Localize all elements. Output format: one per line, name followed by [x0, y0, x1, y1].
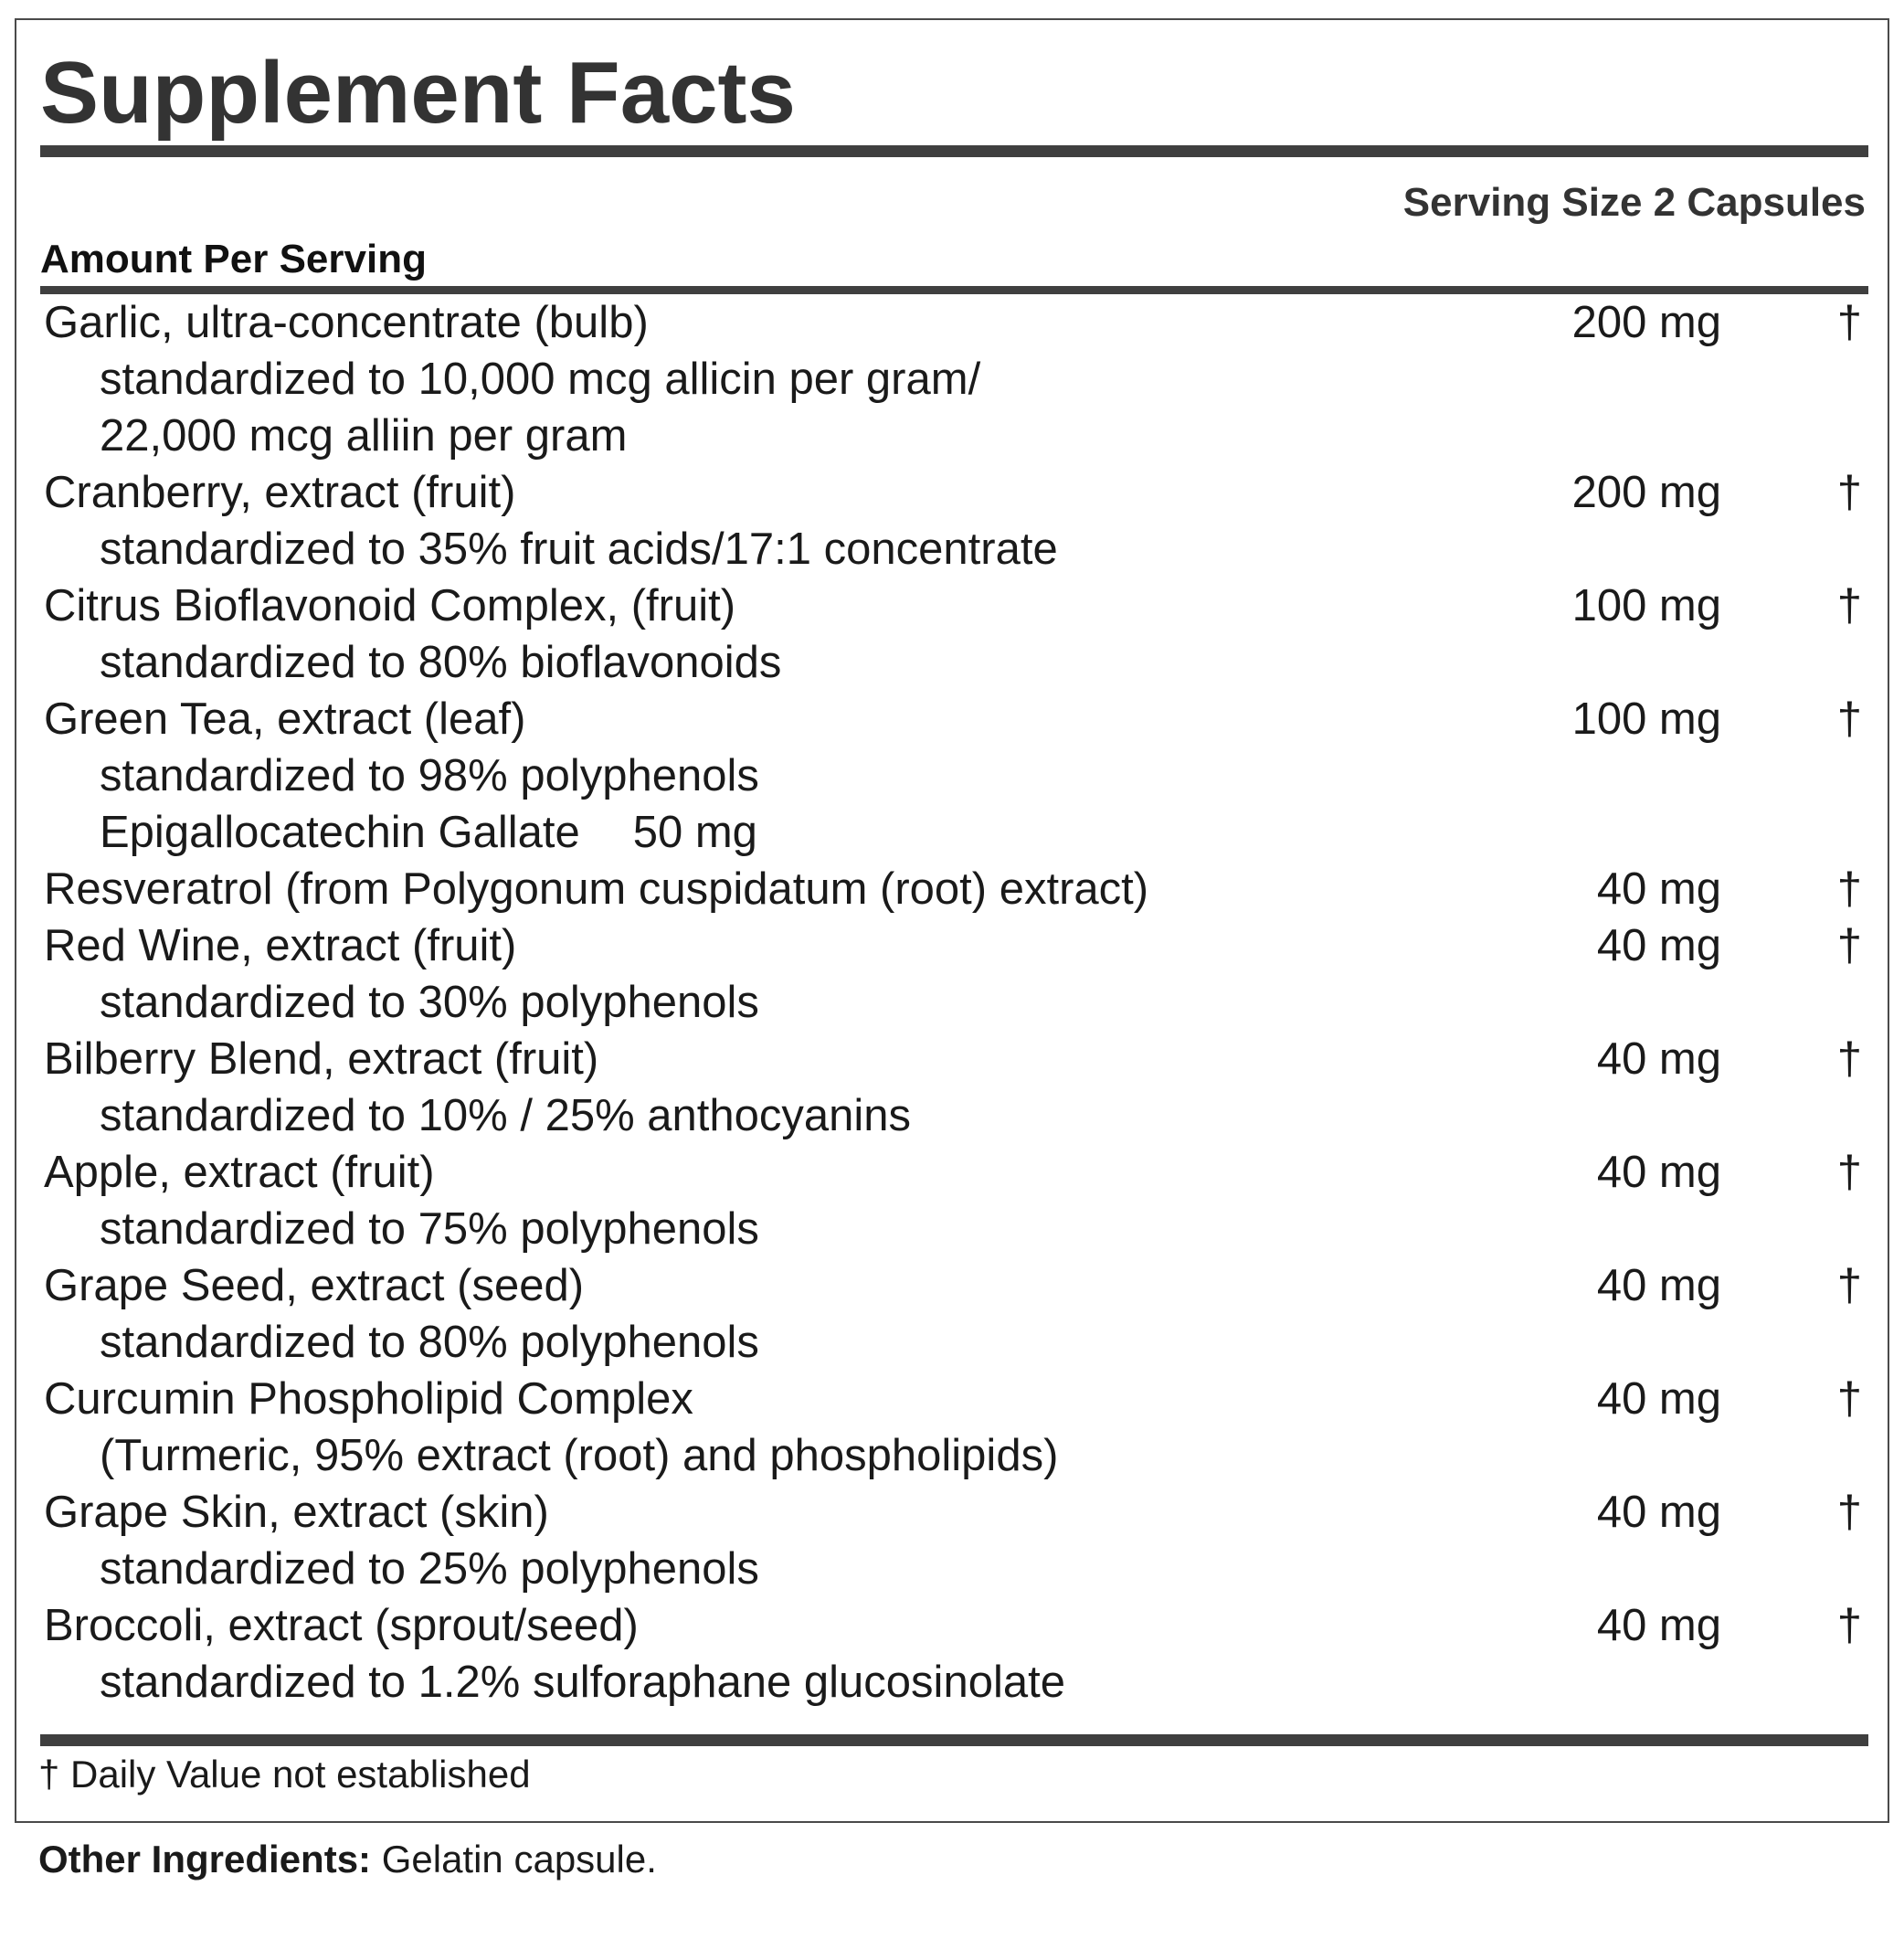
ingredient-detail: [100, 1201, 759, 1257]
ingredient-detail-text: standardized to 10% / 25% anthocyanins: [100, 1091, 912, 1140]
ingredient-amount: 40 mg: [1596, 1261, 1721, 1310]
ingredient-detail: [100, 408, 627, 464]
ingredient-main-line: [16, 691, 1888, 747]
ingredient-detail: [100, 1087, 911, 1144]
ingredient-name: Green Tea, extract (leaf): [44, 694, 526, 744]
ingredient-name: Curcumin Phospholipid Complex: [44, 1374, 693, 1424]
ingredient-amount: 40 mg: [1596, 1488, 1721, 1537]
ingredient-amount: 40 mg: [1596, 1374, 1721, 1424]
other-ingredients-label: Other Ingredients:: [38, 1838, 372, 1881]
ingredient-row: [16, 577, 1888, 691]
ingredient-main-line: [16, 1031, 1888, 1087]
header-divider: [40, 286, 1868, 294]
ingredient-row: [16, 1484, 1888, 1597]
ingredient-detail-text: standardized to 80% bioflavonoids: [100, 638, 782, 687]
supplement-facts-panel: [15, 18, 1889, 1823]
ingredient-detail-line: [16, 974, 1888, 1031]
ingredient-name: Red Wine, extract (fruit): [44, 921, 517, 970]
ingredient-detail: [100, 1541, 759, 1597]
ingredient-row: [16, 1031, 1888, 1144]
ingredient-amount: 200 mg: [1571, 298, 1721, 347]
other-ingredients: [38, 1835, 657, 1884]
ingredient-list: [16, 294, 1888, 1711]
daily-value-footnote: † Daily Value not established: [38, 1753, 531, 1796]
ingredient-name: Resveratrol (from Polygonum cuspidatum (root) extract): [44, 864, 1149, 914]
ingredient-detail-text: standardized to 35% fruit acids/17:1 concentrate: [100, 524, 1058, 574]
ingredient-detail-text: standardized to 80% polyphenols: [100, 1318, 759, 1367]
dagger-mark: †: [1836, 864, 1862, 914]
ingredient-row: [16, 691, 1888, 861]
ingredient-detail: [100, 634, 781, 691]
ingredient-name: Grape Seed, extract (seed): [44, 1261, 585, 1310]
ingredient-detail-text: standardized to 98% polyphenols: [100, 751, 759, 800]
dagger-mark: †: [1836, 1148, 1862, 1197]
panel-title: Supplement Facts: [40, 44, 796, 142]
ingredient-amount: 40 mg: [1596, 1601, 1721, 1650]
ingredient-detail: [100, 1314, 759, 1371]
ingredient-amount: 40 mg: [1596, 1034, 1721, 1084]
ingredient-detail: [100, 747, 759, 804]
ingredient-main-line: [16, 1597, 1888, 1654]
ingredient-detail-line: [16, 408, 1888, 464]
ingredient-detail-line: [16, 1654, 1888, 1711]
ingredient-row: [16, 861, 1888, 917]
ingredient-detail-text: standardized to 1.2% sulforaphane glucosinolate: [100, 1658, 1065, 1707]
ingredient-main-line: [16, 917, 1888, 974]
title-divider: [40, 145, 1868, 157]
ingredient-row: [16, 464, 1888, 577]
ingredient-row: [16, 1371, 1888, 1484]
ingredient-detail-line: [16, 1541, 1888, 1597]
ingredient-name: Apple, extract (fruit): [44, 1148, 435, 1197]
ingredient-amount: 100 mg: [1571, 694, 1721, 744]
ingredient-detail-line: [16, 747, 1888, 804]
ingredient-name: Citrus Bioflavonoid Complex, (fruit): [44, 581, 736, 630]
ingredient-main-line: [16, 861, 1888, 917]
serving-size: Serving Size 2 Capsules: [1402, 180, 1866, 225]
ingredient-detail-line: [16, 521, 1888, 577]
ingredient-detail: [100, 974, 759, 1031]
ingredient-detail-line: [16, 634, 1888, 691]
ingredient-row: [16, 917, 1888, 1031]
ingredient-main-line: [16, 464, 1888, 521]
dagger-mark: †: [1836, 468, 1862, 517]
ingredient-detail: [100, 804, 757, 861]
ingredient-detail-text: standardized to 30% polyphenols: [100, 978, 759, 1027]
ingredient-row: [16, 1257, 1888, 1371]
ingredient-name: Broccoli, extract (sprout/seed): [44, 1601, 639, 1650]
ingredient-main-line: [16, 294, 1888, 351]
ingredient-row: [16, 1144, 1888, 1257]
ingredient-detail-text: standardized to 25% polyphenols: [100, 1544, 759, 1594]
ingredient-main-line: [16, 1257, 1888, 1314]
ingredient-main-line: [16, 1144, 1888, 1201]
ingredient-amount: 40 mg: [1596, 1148, 1721, 1197]
ingredient-detail-line: [16, 1427, 1888, 1484]
ingredient-row: [16, 294, 1888, 464]
ingredient-detail: [100, 521, 1058, 577]
ingredient-detail-text: Epigallocatechin Gallate: [100, 808, 580, 857]
ingredient-detail-line: [16, 1314, 1888, 1371]
dagger-mark: †: [1836, 1488, 1862, 1537]
dagger-mark: †: [1836, 581, 1862, 630]
ingredient-detail: [100, 1427, 1058, 1484]
ingredient-detail-text: standardized to 10,000 mcg allicin per gram/: [100, 355, 981, 404]
ingredient-name: Garlic, ultra-concentrate (bulb): [44, 298, 649, 347]
ingredient-amount: 200 mg: [1571, 468, 1721, 517]
ingredient-row: [16, 1597, 1888, 1711]
ingredient-detail-text: 22,000 mcg alliin per gram: [100, 411, 628, 461]
ingredient-detail-text: (Turmeric, 95% extract (root) and phospholipids): [100, 1431, 1059, 1480]
amount-per-serving-header: Amount Per Serving: [40, 237, 427, 281]
dagger-mark: †: [1836, 298, 1862, 347]
dagger-mark: †: [1836, 694, 1862, 744]
ingredient-main-line: [16, 1484, 1888, 1541]
dagger-mark: †: [1836, 1374, 1862, 1424]
dagger-mark: †: [1836, 1034, 1862, 1084]
ingredient-detail-line: [16, 1087, 1888, 1144]
ingredient-detail-line: [16, 1201, 1888, 1257]
ingredient-amount: 40 mg: [1596, 921, 1721, 970]
ingredient-name: Bilberry Blend, extract (fruit): [44, 1034, 599, 1084]
ingredient-name: Grape Skin, extract (skin): [44, 1488, 549, 1537]
ingredient-detail: [100, 351, 980, 408]
ingredient-main-line: [16, 1371, 1888, 1427]
dagger-mark: †: [1836, 921, 1862, 970]
footer-divider: [40, 1734, 1868, 1746]
ingredient-detail-text: standardized to 75% polyphenols: [100, 1204, 759, 1254]
ingredient-detail-line: [16, 804, 1888, 861]
ingredient-amount: 100 mg: [1571, 581, 1721, 630]
dagger-mark: †: [1836, 1261, 1862, 1310]
ingredient-main-line: [16, 577, 1888, 634]
dagger-mark: †: [1836, 1601, 1862, 1650]
ingredient-name: Cranberry, extract (fruit): [44, 468, 516, 517]
ingredient-amount: 40 mg: [1596, 864, 1721, 914]
other-ingredients-value: Gelatin capsule.: [381, 1838, 657, 1881]
ingredient-detail: [100, 1654, 1065, 1711]
ingredient-detail-line: [16, 351, 1888, 408]
ingredient-detail-amount: 50 mg: [632, 808, 757, 857]
